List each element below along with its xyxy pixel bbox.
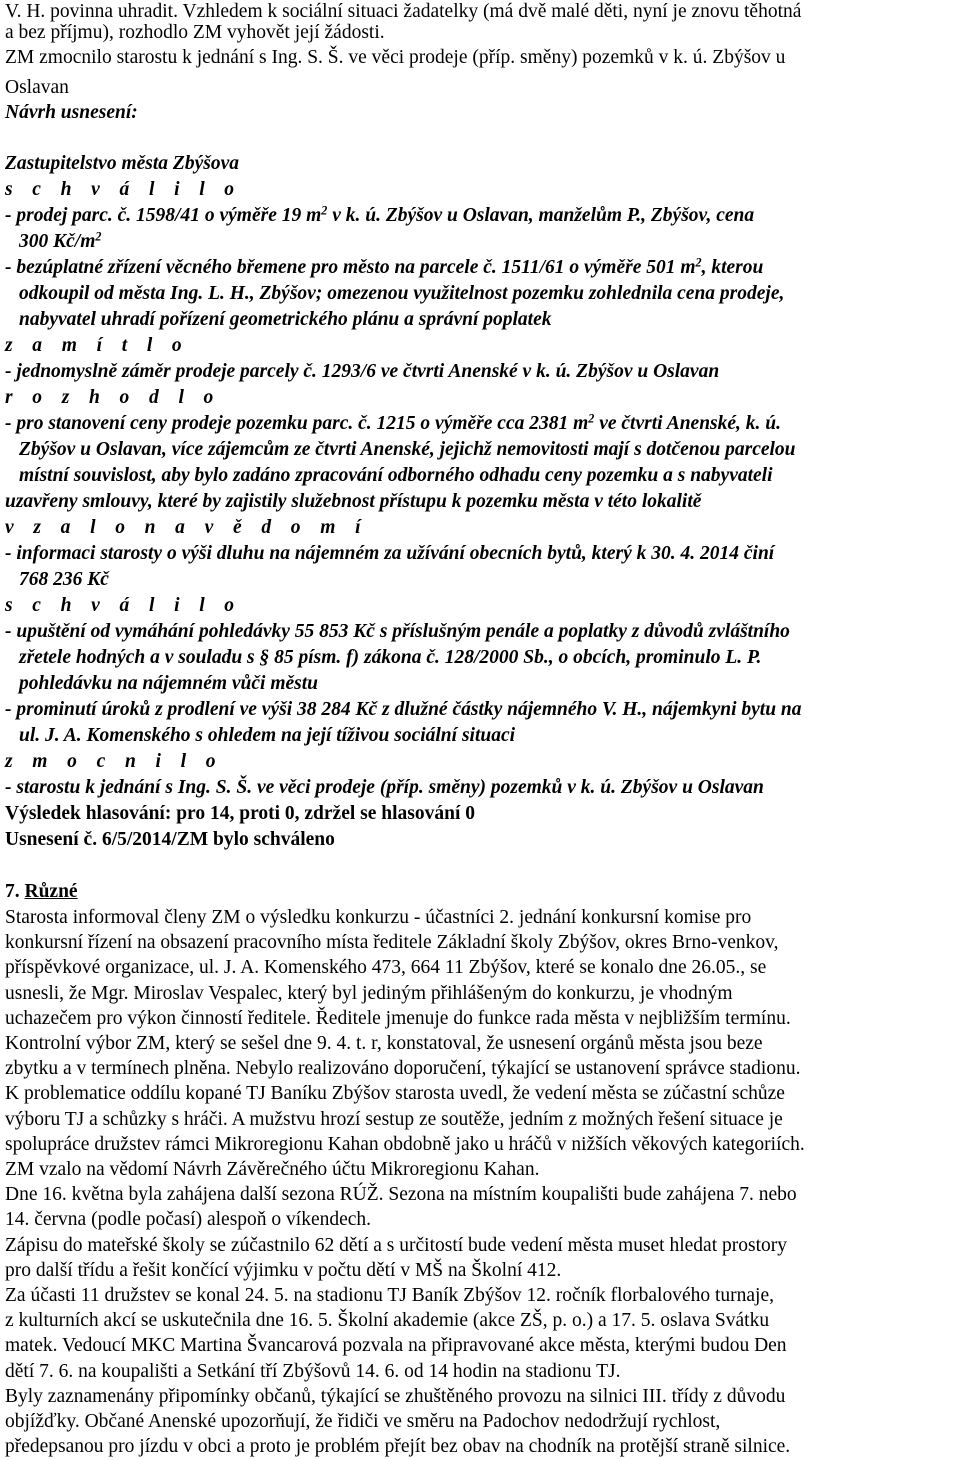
item-waiver-line-3: pohledávku na nájemném vůči městu bbox=[19, 673, 319, 694]
section-7-line: objížďky. Občané Anenské upozorňují, že řidiči ve směru na Padochov nedodržují rychlost, bbox=[5, 1411, 721, 1432]
intro-line-3: ZM zmocnilo starostu k jednání s Ing. S. Š. ve věci prodeje (příp. směny) pozemků v k. ú. Zbýšov u bbox=[5, 47, 786, 68]
item-authorize-line: - starostu k jednání s Ing. S. Š. ve věci prodeje (příp. směny) pozemků v k. ú. Zbýšov u Oslavan bbox=[5, 777, 764, 798]
item-sale-line-1: - prodej parc. č. 1598/41 o výměře 19 $m^2$ v k. ú. Zbýšov u Oslavan, manželům P., Zbýšov, cena bbox=[5, 203, 755, 226]
section-7-title: 7. Různé bbox=[5, 881, 78, 902]
item-interest-line-2: ul. J. A. Komenského s ohledem na její tíživou sociální situaci bbox=[19, 725, 516, 746]
item-valuation-line-4: uzavřeny smlouvy, které by zajistily služebnost přístupu k pozemku města v této lokalitě bbox=[5, 491, 702, 512]
section-7-line: dětí 7. 6. na koupališti a Setkání tří Zbýšovů 14. 6. od 14 hodin na stadionu TJ. bbox=[5, 1360, 621, 1382]
item-debt-line-1: - informaci starosty o výši dluhu na nájemném za užívání obecních bytů, který k 30. 4. 2014 činí bbox=[5, 543, 775, 564]
rejects-heading: z a m í t l o bbox=[5, 335, 190, 356]
section-7-line: K problematice oddílu kopané TJ Baníku Zbýšov starosta uvedl, že vedení města se zúčastní schůze bbox=[5, 1083, 785, 1105]
item-reject-line: - jednomyslně záměr prodeje parcely č. 1293/6 ve čtvrti Anenské v k. ú. Zbýšov u Oslavan bbox=[5, 361, 720, 382]
section-7-line: pro další třídu a řešit končící výjimku v počtu dětí v MŠ na Školní 412. bbox=[5, 1259, 562, 1281]
section-7-line: příspěvkové organizace, ul. J. A. Komenského 473, 664 11 Zbýšov, které se konalo dne 26.05., se bbox=[5, 957, 767, 979]
item-valuation-line-2: Zbýšov u Oslavan, více zájemcům ze čtvrti Anenské, jejichž nemovitosti mají s dotčenou parcelou bbox=[19, 439, 796, 460]
intro-line-1: V. H. povinna uhradit. Vzhledem k sociální situaci žadatelky (má dvě malé děti, nyní je znovu těhotná bbox=[5, 1, 802, 22]
item-valuation-line-1: - pro stanovení ceny prodeje pozemku parc. č. 1215 o výměře cca 2381 $m^2$ ve čtvrti Anenské, k. ú. bbox=[5, 411, 782, 434]
section-7-line: Dne 16. května byla zahájena další sezona RÚŽ. Sezona na místním koupališti bude zahájena 7. nebo bbox=[5, 1184, 797, 1206]
section-7-line: výboru TJ a schůzky s hráči. A mužstvu hrozí sestup ze soutěže, jedním z možných řešení situace je bbox=[5, 1108, 783, 1130]
section-7-line: usnesli, že Mgr. Miroslav Vespalec, který byl jediným přihlášeným do konkurzu, je vhodným bbox=[5, 982, 733, 1004]
section-7-line: zbytku a v termínech plněna. Nebylo realizováno doporučení, týkající se ustanovení správce stadionu. bbox=[5, 1058, 801, 1080]
approves-heading: s c h v á l i l o bbox=[5, 179, 242, 200]
item-easement-line-1: - bezúplatné zřízení věcného břemene pro město na parcele č. 1511/61 o výměře 501 $m^2$, kterou bbox=[5, 255, 764, 278]
section-7-line: spolupráce družstev rámci Mikroregionu Kahan obdobně jako u hráčů v nižších věkových kategoriích. bbox=[5, 1133, 805, 1155]
item-waiver-line-2: zřetele hodných a v souladu s § 85 písm. f) zákona č. 128/2000 Sb., o obcích, prominulo L. P. bbox=[19, 647, 762, 668]
item-debt-line-2: 768 236 Kč bbox=[19, 569, 109, 590]
decided-heading: r o z h o d l o bbox=[5, 387, 221, 408]
section-7-line: Byly zaznamenány připomínky občanů, týkající se zhuštěného provozu na silnici III. třídy z důvodu bbox=[5, 1385, 786, 1407]
section-7-line: Kontrolní výbor ZM, který se sešel dne 9. 4. t. r, konstatoval, že usnesení orgánů města jsou beze bbox=[5, 1033, 763, 1054]
section-7-line: z kulturních akcí se uskutečnila dne 16. 5. Školní akademie (akce ZŠ, p. o.) a 17. 5. oslava Svátku bbox=[5, 1310, 770, 1332]
section-7-line: Starosta informoval členy ZM o výsledku konkurzu - účastníci 2. jednání konkursní komise pro bbox=[5, 907, 752, 928]
section-7-line: konkursní řízení na obsazení pracovního místa ředitele Základní školy Zbýšov, okres Brno-venkov, bbox=[5, 932, 779, 954]
vote-result: Výsledek hlasování: pro 14, proti 0, zdržel se hlasování 0 bbox=[5, 803, 476, 824]
proposal-heading: Návrh usnesení: bbox=[5, 102, 138, 123]
section-7-line: předepsanou pro jízdu v obci a proto je problém přejít bez obav na chodník na protější straně silnice. bbox=[5, 1436, 791, 1458]
section-7-line: Za účasti 11 družstev se konal 24. 5. na stadionu TJ Baník Zbýšov 12. ročník florbalového turnaje, bbox=[5, 1285, 775, 1306]
item-sale-line-2: 300 $Kč/m^2$ bbox=[19, 229, 102, 252]
item-easement-line-3: nabyvatel uhradí pořízení geometrického plánu a správní poplatek bbox=[19, 309, 552, 330]
approves-heading-2: s c h v á l i l o bbox=[5, 595, 242, 616]
item-easement-line-2: odkoupil od města Ing. L. H., Zbýšov; omezenou využitelnost pozemku zohlednila cena prodeje, bbox=[19, 283, 785, 304]
noted-heading: v z a l o n a v ě d o m í bbox=[5, 517, 368, 538]
section-7-line: ZM vzalo na vědomí Návrh Závěrečného účtu Mikroregionu Kahan. bbox=[5, 1159, 540, 1180]
item-valuation-line-3: místní souvislost, aby bylo zadáno zpracování odborného odhadu ceny pozemku a s nabyvateli bbox=[19, 465, 773, 486]
section-7-line: matek. Vedoucí MKC Martina Švancarová pozvala na připravované akce města, kterými budou Den bbox=[5, 1335, 787, 1357]
item-waiver-line-1: - upuštění od vymáhání pohledávky 55 853 Kč s příslušným penále a poplatky z důvodů zvláštního bbox=[5, 621, 790, 642]
section-7-line: 14. června (podle počasí) alespoň o víkendech. bbox=[5, 1209, 372, 1231]
council-name: Zastupitelstvo města Zbýšova bbox=[5, 153, 239, 174]
section-7-line: uchazečem pro výkon činností ředitele. Ředitele jmenuje do funkce rada města v nejbližším termínu. bbox=[5, 1007, 791, 1029]
authorizes-heading: z m o c n i l o bbox=[5, 751, 223, 772]
intro-line-4: Oslavan bbox=[5, 77, 69, 98]
section-7-line: Zápisu do mateřské školy se zúčastnilo 62 dětí a s určitostí bude vedení města muset hledat prostory bbox=[5, 1234, 787, 1256]
intro-line-2: a bez příjmu), rozhodlo ZM vyhovět její žádosti. bbox=[5, 22, 385, 43]
resolution-status: Usnesení č. 6/5/2014/ZM bylo schváleno bbox=[5, 829, 335, 850]
item-interest-line-1: - prominutí úroků z prodlení ve výši 38 284 Kč z dlužné částky nájemného V. H., nájemkyni bytu na bbox=[5, 699, 802, 720]
